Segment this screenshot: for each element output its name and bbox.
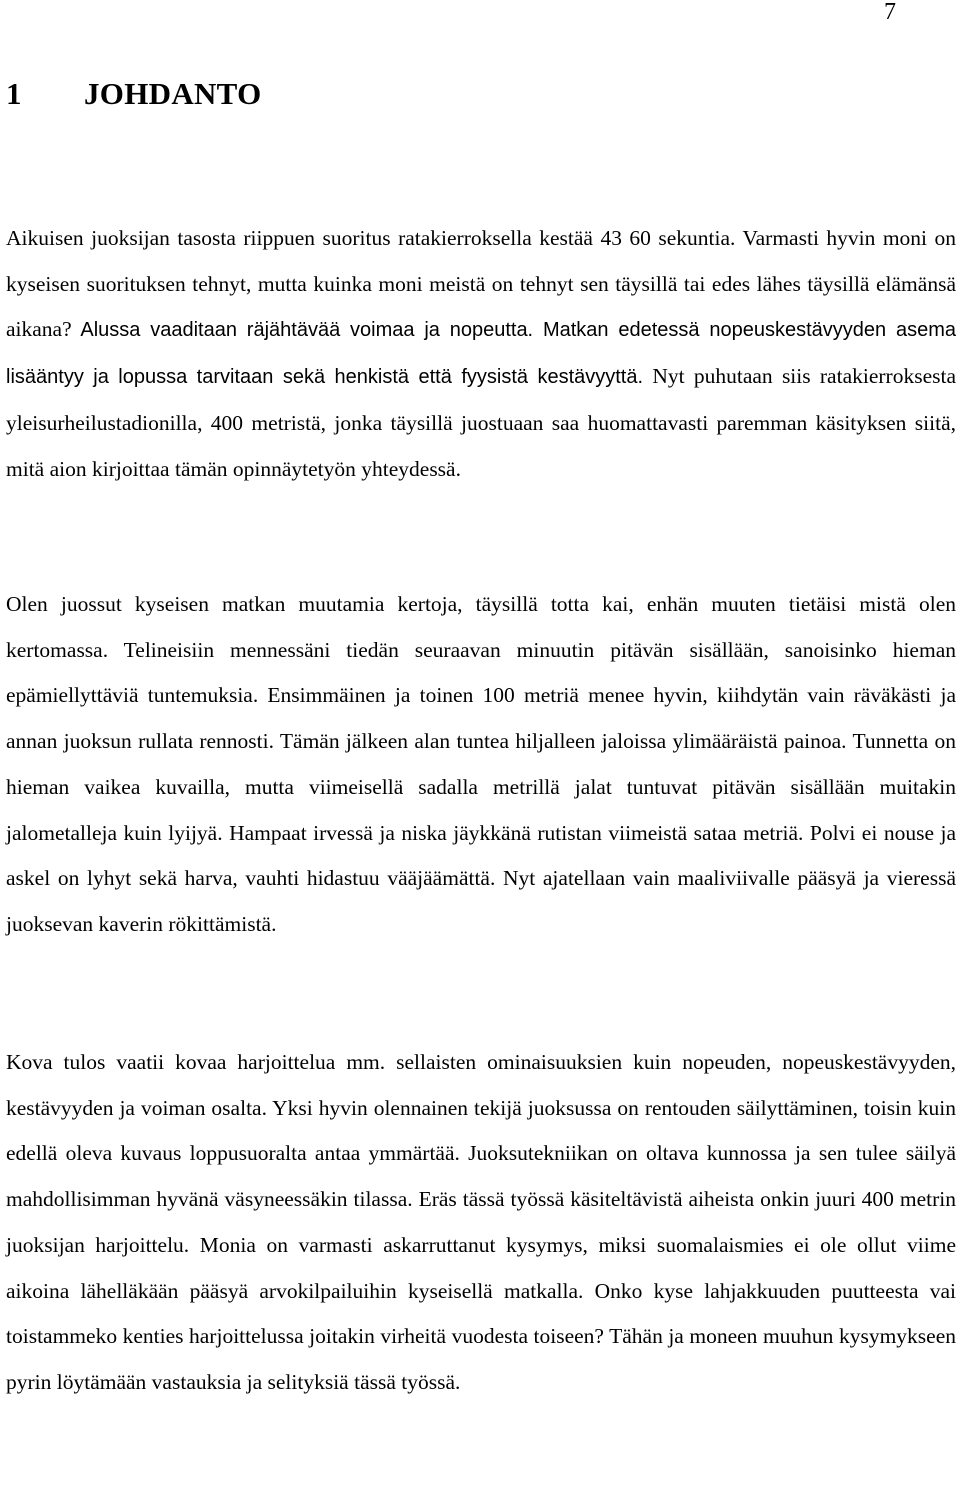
chapter-title: JOHDANTO [84, 76, 262, 111]
paragraph-3: Kova tulos vaatii kovaa harjoittelua mm. sellaisten ominaisuuksien kuin nopeuden, nopeuskestävyyden, kestävyyden ja voiman osalta. Yksi hyvin olennainen tekijä juoksussa on rentouden säilyttäminen, toisin kuin edellä oleva kuvaus loppusuoralta antaa ymmärtää. Juoksutekniikan on oltava kunnossa ja sen tulee säilyä mahdollisimman hyvänä väsyneessäkin tilassa. Eräs tässä työssä käsiteltävistä aiheista onkin juuri 400 metrin juoksijan harjoittelu. Monia on varmasti askarruttanut kysymys, miksi suomalaismies ei ole ollut viime aikoina lähelläkään pääsyä arvokilpailuihin kyseisellä matkalla. Onko kyse lahjakkuuden puutteesta vai toistammeko kenties harjoittelussa joitakin virheitä vuodesta toiseen? Tähän ja moneen muuhun kysymykseen pyrin löytämään vastauksia ja selityksiä tässä työssä. [6, 1050, 956, 1394]
paragraph-1 [6, 216, 956, 492]
page-number: 7 [884, 0, 896, 25]
chapter-number: 1 [6, 76, 22, 111]
chapter-heading [6, 76, 262, 112]
paragraph-2: Olen juossut kyseisen matkan muutamia kertoja, täysillä totta kai, enhän muuten tietäisi mistä olen kertomassa. Telineisiin mennessäni tiedän seuraavan minuutin pitävän sisällään, sanoisinko hieman epämiellyttäviä tuntemuksia. Ensimmäinen ja toinen 100 metriä menee hyvin, kiihdytän vain räväkästi ja annan juoksun rullata rennosti. Tämän jälkeen alan tuntea hiljalleen jaloissa ylimääräistä painoa. Tunnetta on hieman vaikea kuvailla, mutta viimeisellä sadalla metrillä jalat tuntuvat pitävän sisällään muitakin jalometalleja kuin lyijyä. Hampaat irvessä ja niska jäykkänä rutistan viimeistä sataa metriä. Polvi ei nouse ja askel on lyhyt sekä harva, vauhti hidastuu vääjäämättä. Nyt ajatellaan vain maaliviivalle pääsyä ja vieressä juoksevan kaverin rökittämistä. [6, 592, 956, 936]
paragraph-1-part-2: Alussa vaaditaan räjähtävää voimaa ja nopeutta. Matkan edetessä nopeuskestävyyden asema lisääntyy ja lopussa tarvitaan sekä henkistä että fyysistä kestävyyttä. [6, 319, 956, 389]
paragraph-1-part-1: Aikuisen juoksijan tasosta riippuen suoritus ratakierroksella kestää 43 60 sekuntia. Varmasti hyvin moni on kyseisen suorituksen tehnyt, mutta kuinka moni meistä on tehnyt sen täysillä tai edes lähes täysillä elämänsä aikana? [6, 226, 956, 342]
paragraph-1-part-3: Nyt puhutaan siis ratakierroksesta yleisurheilustadionilla, 400 metristä, jonka täysillä juostuaan saa huomattavasti paremman käsityksen siitä, mitä aion kirjoittaa tämän opinnäytetyön yhteydessä. [6, 364, 956, 481]
